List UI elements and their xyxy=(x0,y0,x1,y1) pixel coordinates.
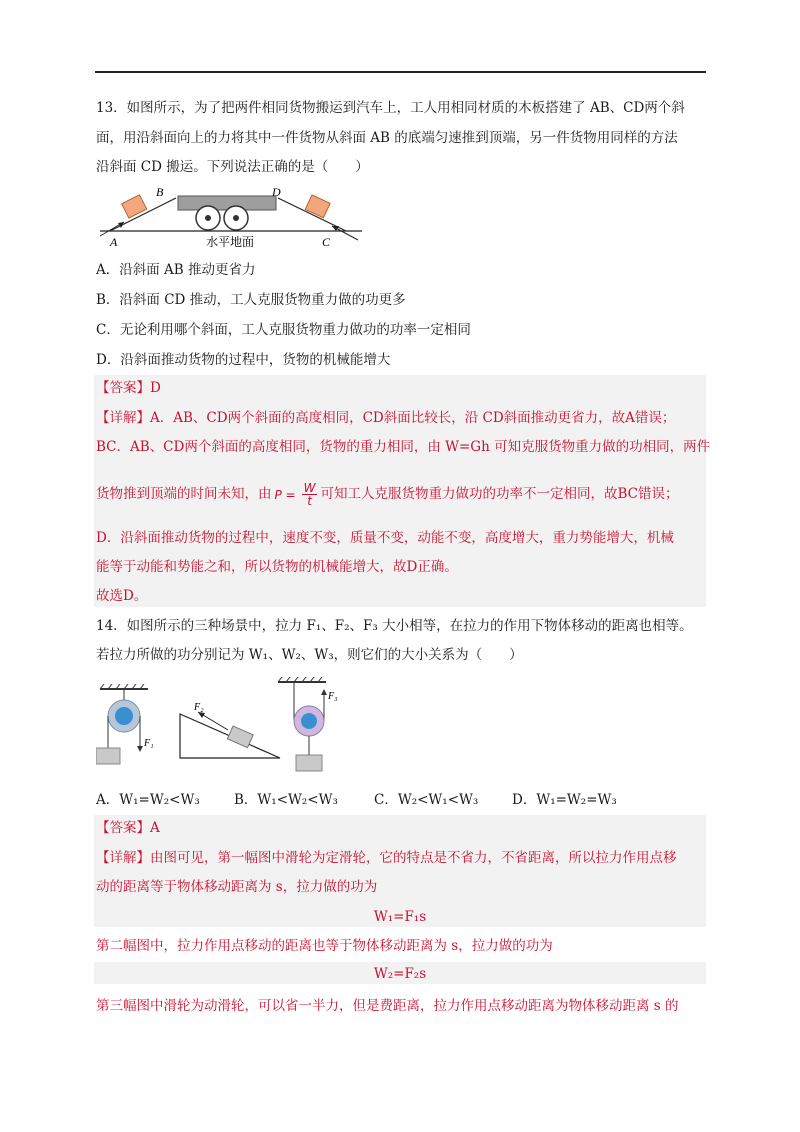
label-B: B xyxy=(156,185,164,199)
q13-option-b: B．沿斜面 CD 推动，工人克服货物重力做的功更多 xyxy=(96,292,406,308)
q14-formula-w2: W₂=F₂s xyxy=(373,966,427,982)
q13-option-d: D．沿斜面推动货物的过程中，货物的机械能增大 xyxy=(96,352,391,368)
label-C: C xyxy=(322,235,331,249)
label-A: A xyxy=(110,235,118,249)
q14-answer: 【答案】A xyxy=(96,820,160,836)
q13-answer: 【答案】D xyxy=(96,380,161,396)
label-f3: F₃ xyxy=(328,691,338,702)
power-fraction: $\frac{W}{t}$ xyxy=(303,481,316,508)
q13-detail-line6: 故选D。 xyxy=(96,588,148,604)
q14-option-a: A．W₁=W₂<W₃ xyxy=(96,792,200,808)
label-f2: F₂ xyxy=(194,702,204,713)
q14-incline-figure xyxy=(176,700,286,762)
q13-stem-line3: 沿斜面 CD 搬运。下列说法正确的是（ ） xyxy=(96,159,369,175)
q14-stem-line2: 若拉力所做的功分别记为 W₁、W₂、W₃，则它们的大小关系为（ ） xyxy=(96,647,523,663)
q14-fixed-pulley-figure xyxy=(96,684,160,772)
q13-detail-line1: 【详解】A．AB、CD两个斜面的高度相同，CD斜面比较长，沿 CD斜面推动更省力，故A错误； xyxy=(96,410,676,426)
q14-detail-line4: 第三幅图中滑轮为动滑轮，可以省一半力，但是费距离，拉力作用点移动距离为物体移动距离 s 的 xyxy=(96,998,679,1014)
q13-stem-line2: 面，用沿斜面向上的力将其中一件货物从斜面 AB 的底端匀速推到顶端，另一件货物用同样的方法 xyxy=(96,130,678,146)
q14-formula-w1: W₁=F₁s xyxy=(373,909,427,925)
q13-incline-figure xyxy=(96,184,366,250)
label-D: D xyxy=(272,185,281,199)
q13-option-c: C．无论利用哪个斜面，工人克服货物重力做功的功率一定相同 xyxy=(96,322,471,338)
q13-detail-line2: BC．AB、CD两个斜面的高度相同，货物的重力相同，由 W=Gh 可知克服货物重力做的功相同，两件 xyxy=(96,439,711,455)
q14-detail-line1: 【详解】由图可见，第一幅图中滑轮为定滑轮，它的特点是不省力，不省距离，所以拉力作用点移 xyxy=(96,850,677,866)
q14-option-b: B．W₁<W₂<W₃ xyxy=(234,792,338,808)
q14-stem-line1: 14．如图所示的三种场景中，拉力 F₁、F₂、F₃ 大小相等，在拉力的作用下物体移动的距离也相等。 xyxy=(96,618,693,634)
label-ground: 水平地面 xyxy=(206,235,255,249)
q14-option-c: C．W₂<W₁<W₃ xyxy=(374,792,479,808)
q14-option-d: D．W₁=W₂=W₃ xyxy=(512,792,617,808)
q14-detail-line3: 第二幅图中，拉力作用点移动的距离也等于物体移动距离为 s，拉力做的功为 xyxy=(96,938,553,954)
q14-movable-pulley-figure xyxy=(276,677,340,773)
q14-detail-line2: 动的距离等于物体移动距离为 s，拉力做的功为 xyxy=(96,879,378,895)
power-formula: P = xyxy=(274,487,296,502)
q13-stem-line1: 13．如图所示，为了把两件相同货物搬运到汽车上，工人用相同材质的木板搭建了 AB、CD两个斜 xyxy=(96,100,685,116)
header-rule xyxy=(95,71,706,73)
q13-detail-line5: 能等于动能和势能之和，所以货物的机械能增大，故D正确。 xyxy=(96,559,458,575)
q13-detail-line3: 货物推到顶端的时间未知，由 P = $\frac{W}{t}$ 可知工人克服货物重力做功的功率不一定相同，故BC错误； xyxy=(96,481,679,508)
q13-option-a: A．沿斜面 AB 推动更省力 xyxy=(96,262,256,278)
label-f1: F₁ xyxy=(144,738,154,749)
q13-detail-line4: D．沿斜面推动货物的过程中，速度不变，质量不变，动能不变，高度增大，重力势能增大，机械 xyxy=(96,530,674,546)
